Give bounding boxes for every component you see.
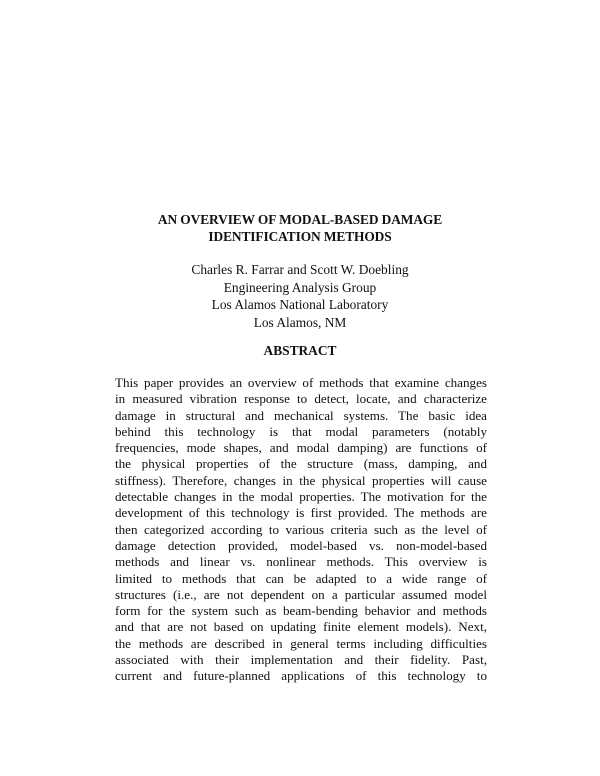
abstract-line: damage detection provided, model-based vs. non-model-based — [115, 537, 487, 553]
author-group: Engineering Analysis Group — [223, 279, 377, 295]
abstract-line: current and future-planned applications of this technology to — [115, 668, 487, 684]
abstract-line: limited to methods that can be adapted to a wide range of — [115, 570, 487, 586]
title-line-1: AN OVERVIEW OF MODAL-BASED DAMAGE — [157, 212, 443, 227]
abstract-line: methods and linear vs. nonlinear methods. This overview is — [115, 554, 487, 570]
abstract-line: detectable changes in the modal properties. The motivation for the — [115, 489, 487, 505]
abstract-line: then categorized according to various criteria such as the level of — [115, 521, 487, 537]
author-names: Charles R. Farrar and Scott W. Doebling — [191, 262, 409, 277]
abstract-line: form for the system such as beam-bending behavior and methods — [115, 603, 487, 619]
author-block — [0, 261, 600, 331]
author-location: Los Alamos, NM — [253, 314, 347, 330]
abstract-line: the methods are described in general terms including difficulties — [115, 635, 487, 651]
abstract-line: stiffness). Therefore, changes in the physical properties will cause — [115, 472, 487, 488]
abstract-line: in measured vibration response to detect, locate, and characterize — [115, 391, 487, 407]
abstract-line: damage in structural and mechanical systems. The basic idea — [115, 407, 487, 423]
abstract-line: frequencies, mode shapes, and modal damping) are functions of — [115, 440, 487, 456]
abstract-heading: ABSTRACT — [263, 343, 337, 358]
abstract-line: This paper provides an overview of methods that examine changes — [115, 375, 487, 390]
abstract-line: and that are not based on updating finite element models). Next, — [115, 619, 487, 635]
abstract-line: associated with their implementation and their fidelity. Past, — [115, 652, 487, 668]
abstract-line: development of this technology is first provided. The methods are — [115, 505, 487, 521]
abstract-line: structures (i.e., are not dependent on a particular assumed model — [115, 586, 487, 602]
abstract-line: behind this technology is that modal parameters (notably — [115, 423, 487, 439]
author-institution: Los Alamos National Laboratory — [211, 297, 389, 312]
title-line-2: IDENTIFICATION METHODS — [208, 229, 392, 244]
abstract-line: the physical properties of the structure (mass, damping, and — [115, 456, 487, 472]
paper-title — [0, 211, 600, 245]
abstract-body — [115, 375, 487, 685]
